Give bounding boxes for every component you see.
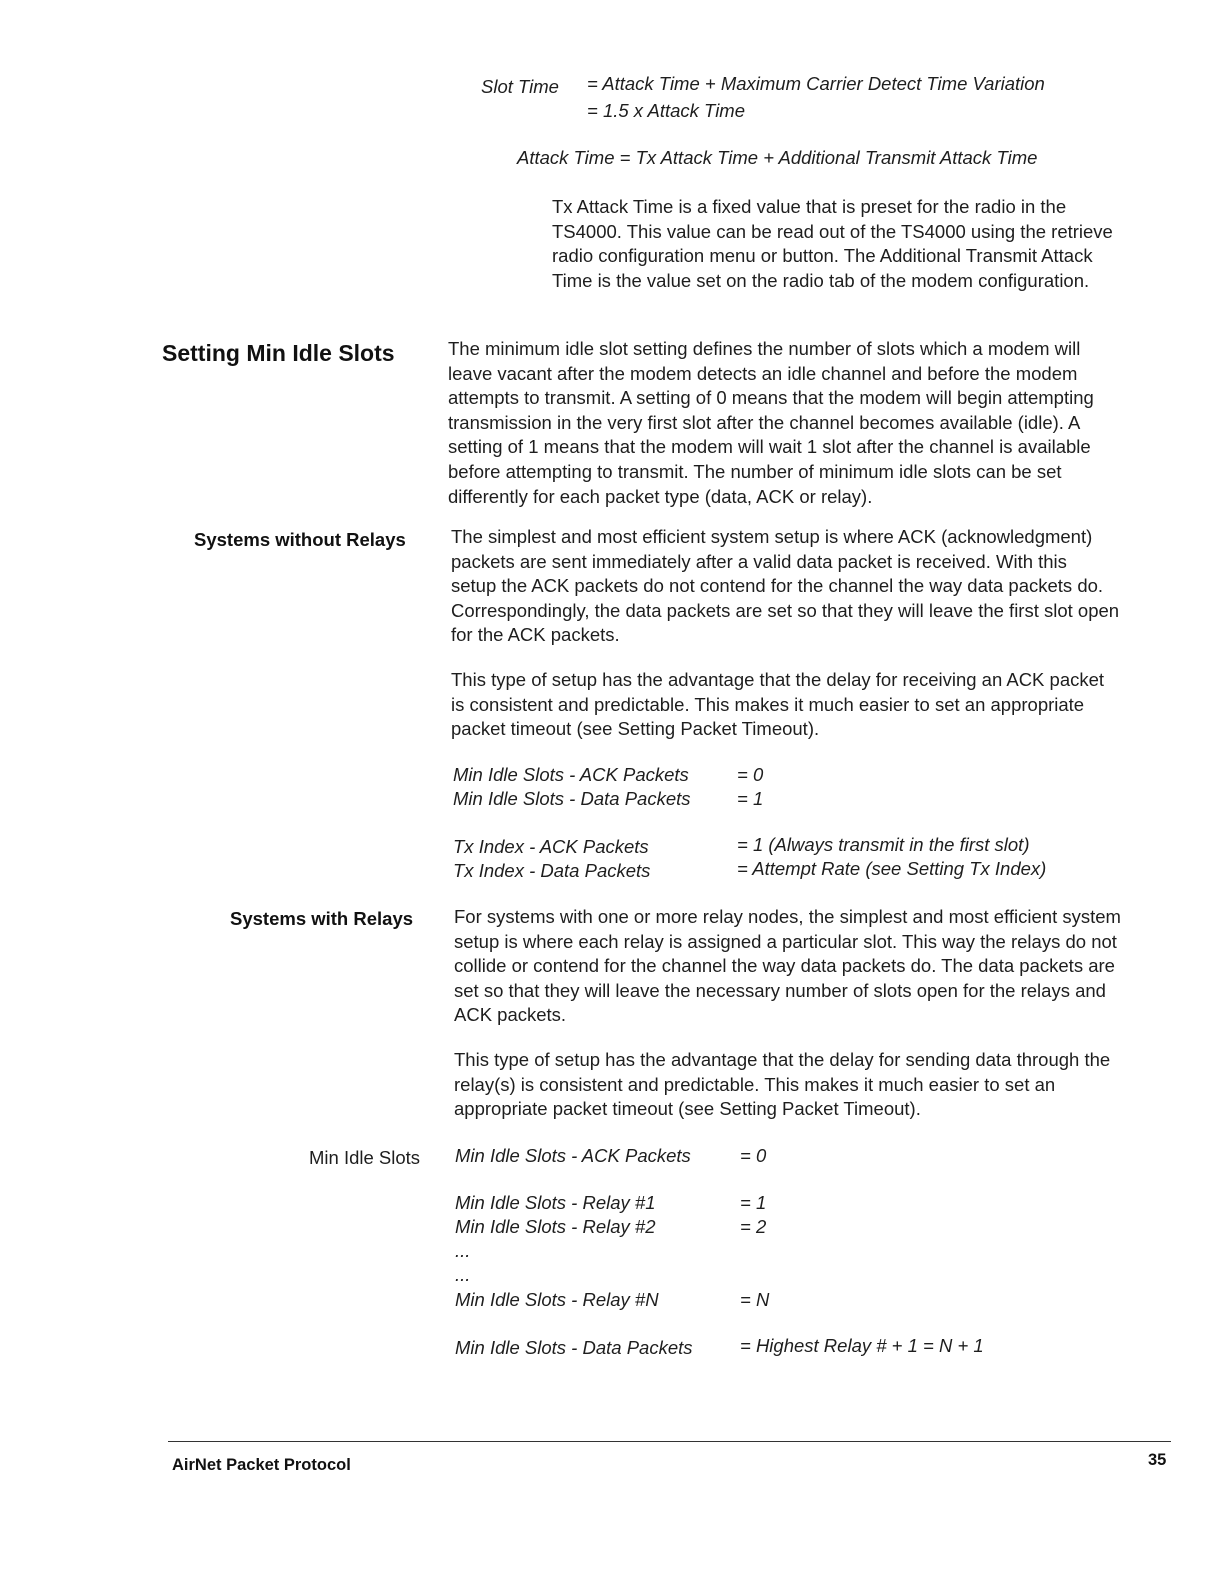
slot-time-formula-line2: = 1.5 x Attack Time bbox=[587, 100, 745, 121]
page-number: 35 bbox=[1148, 1451, 1167, 1469]
setting-label: Tx Index - Data Packets bbox=[453, 860, 651, 881]
setting-value: = 0 bbox=[740, 1145, 767, 1166]
subheading-systems-without-relays: Systems without Relays bbox=[194, 529, 406, 550]
setting-label: Min Idle Slots - ACK Packets bbox=[455, 1145, 691, 1166]
setting-value: = 0 bbox=[737, 764, 764, 785]
setting-value: = 1 bbox=[737, 788, 764, 809]
min-idle-slots-side-label: Min Idle Slots bbox=[309, 1147, 421, 1168]
attack-time-formula: Attack Time = Tx Attack Time + Additional Transmit Attack Time bbox=[517, 147, 1038, 168]
setting-value: = Highest Relay # + 1 = N + 1 bbox=[740, 1335, 984, 1356]
footer-rule bbox=[168, 1441, 1171, 1442]
ellipsis: ... bbox=[455, 1264, 471, 1285]
setting-value: = N bbox=[740, 1289, 770, 1310]
setting-label: Min Idle Slots - Relay #2 bbox=[455, 1216, 656, 1237]
setting-value: = 1 bbox=[740, 1192, 767, 1213]
slot-time-label: Slot Time bbox=[481, 76, 559, 97]
setting-label: Min Idle Slots - Relay #N bbox=[455, 1289, 659, 1310]
ellipsis: ... bbox=[455, 1240, 471, 1261]
section-heading-min-idle-slots: Setting Min Idle Slots bbox=[162, 340, 395, 366]
tx-attack-paragraph: Tx Attack Time is a fixed value that is preset for the radio in the TS4000. This value can be read out of the TS4000 using the retrieve radio configuration menu or button. The Additional Transmit Attack Time is the value set on the radio tab of the modem configuration. bbox=[552, 196, 1113, 291]
setting-value: = Attempt Rate (see Setting Tx Index) bbox=[737, 858, 1047, 879]
footer-title: AirNet Packet Protocol bbox=[172, 1456, 351, 1474]
setting-value: = 1 (Always transmit in the first slot) bbox=[737, 834, 1030, 855]
with-relays-paragraph-2: This type of setup has the advantage that the delay for sending data through the relay(s) is consistent and predictable. This makes it much easier to set an appropriate packet timeout (see Setting Packet Timeout). bbox=[454, 1049, 1111, 1120]
setting-label: Min Idle Slots - Relay #1 bbox=[455, 1192, 656, 1213]
subheading-systems-with-relays: Systems with Relays bbox=[230, 908, 414, 929]
setting-label: Min Idle Slots - Data Packets bbox=[455, 1337, 693, 1358]
without-relays-paragraph-2: This type of setup has the advantage that the delay for receiving an ACK packet is consistent and predictable. This makes it much easier to set an appropriate packet timeout (see Setting Packet Timeout). bbox=[451, 669, 1105, 740]
setting-label: Tx Index - ACK Packets bbox=[453, 836, 649, 857]
setting-label: Min Idle Slots - ACK Packets bbox=[453, 764, 689, 785]
setting-value: = 2 bbox=[740, 1216, 767, 1237]
without-relays-paragraph-1: The simplest and most efficient system setup is where ACK (acknowledgment) packets are sent immediately after a valid data packet is received. With this setup the ACK packets do not contend for the channel the way data packets do. Correspondingly, the data packets are set so that they will leave the first slot open for the ACK packets. bbox=[451, 526, 1120, 646]
with-relays-paragraph-1: For systems with one or more relay nodes, the simplest and most efficient system setup is where each relay is assigned a particular slot. This way the relays do not collide or contend for the channel the way data packets do. The data packets are set so that they will leave the necessary number of slots open for the relays and ACK packets. bbox=[454, 906, 1121, 1026]
min-idle-paragraph: The minimum idle slot setting defines the number of slots which a modem will leave vacant after the modem detects an idle channel and before the modem attempts to transmit. A setting of 0 means that the modem will begin attempting transmission in the very first slot after the channel becomes available (idle). A setting of 1 means that the modem will wait 1 slot after the channel is available before attempting to transmit. The number of minimum idle slots can be set differently for each packet type (data, ACK or relay). bbox=[448, 338, 1094, 507]
setting-label: Min Idle Slots - Data Packets bbox=[453, 788, 691, 809]
slot-time-formula-line1: = Attack Time + Maximum Carrier Detect Time Variation bbox=[587, 73, 1045, 94]
